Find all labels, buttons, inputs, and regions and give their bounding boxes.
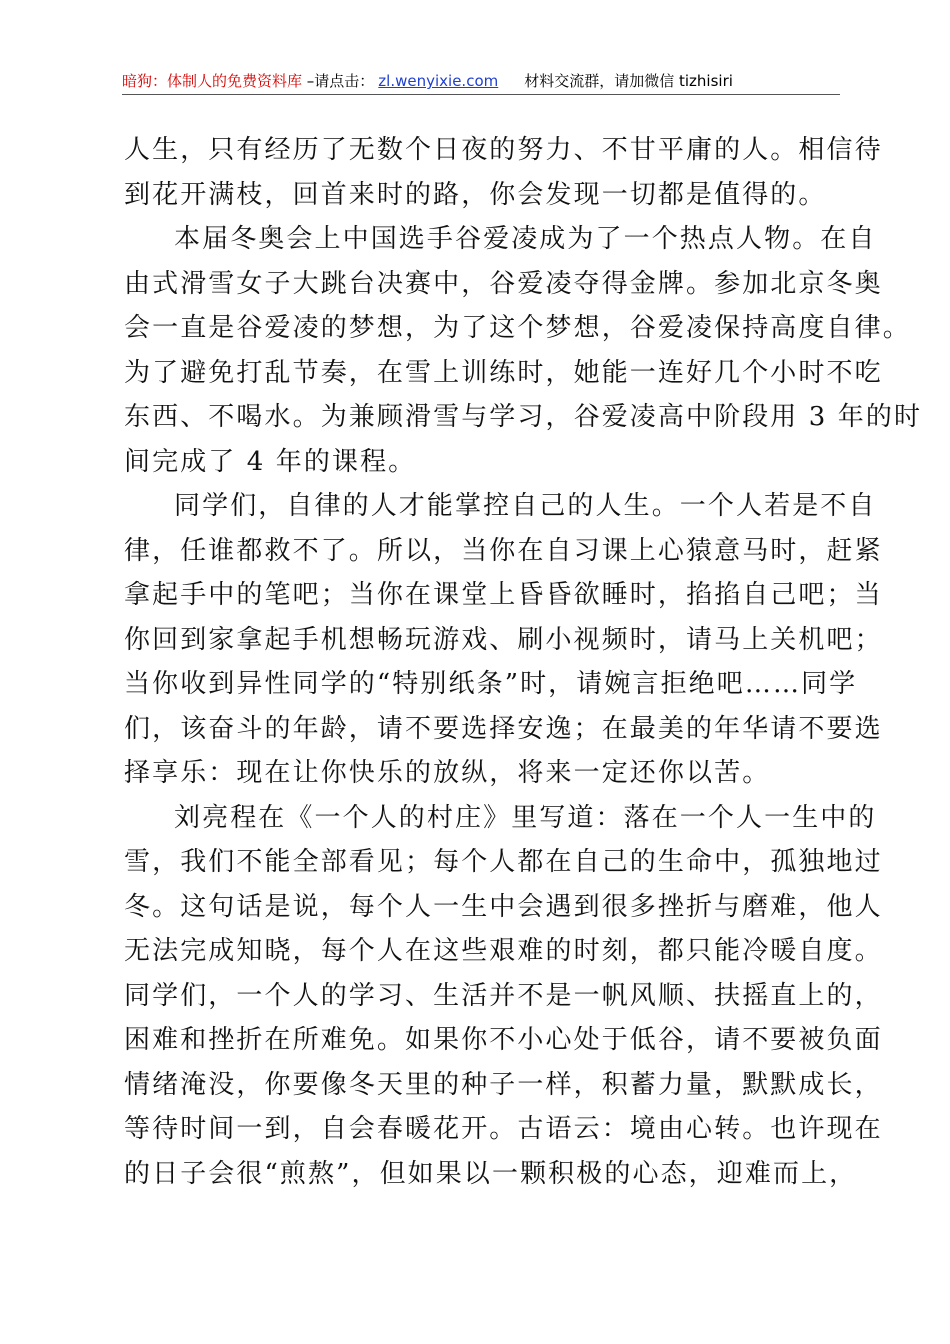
- body-line: 情绪淹没，你要像冬天里的种子一样，积蓄力量，默默成长，: [124, 1069, 883, 1100]
- header-prompt: –请点击：: [302, 72, 375, 90]
- body-text: [124, 128, 923, 1196]
- body-line: 择享乐：现在让你快乐的放纵，将来一定还你以苦。: [124, 758, 771, 788]
- body-line: 同学们，一个人的学习、生活并不是一帆风顺、扶摇直上的，: [124, 980, 883, 1011]
- body-line: 会一直是谷爱凌的梦想，为了这个梦想，谷爱凌保持高度自律。: [124, 313, 911, 343]
- header-link[interactable]: zl.wenyixie.com: [378, 72, 499, 90]
- header-contact: 材料交流群，请加微信 tizhisiri: [524, 72, 733, 90]
- page-header: [122, 68, 840, 94]
- body-line: 拿起手中的笔吧；当你在课堂上昏昏欲睡时，掐掐自己吧；当: [124, 580, 883, 610]
- body-line: 刘亮程在《一个人的村庄》里写道：落在一个人一生中的: [174, 802, 877, 833]
- body-line: 困难和挫折在所难免。如果你不小心处于低谷，请不要被负面: [124, 1025, 883, 1055]
- body-line: 的日子会很“煎熬”，但如果以一颗积极的心态，迎难而上，: [124, 1158, 858, 1189]
- body-line: 由式滑雪女子大跳台决赛中，谷爱凌夺得金牌。参加北京冬奥: [124, 268, 883, 299]
- body-line: 当你收到异性同学的“特别纸条”时，请婉言拒绝吧……同学: [124, 669, 858, 699]
- body-line: 冬。这句话是说，每个人一生中会遇到很多挫折与磨难，他人: [124, 891, 883, 922]
- body-line: 为了避免打乱节奏，在雪上训练时，她能一连好几个小时不吃: [124, 357, 883, 388]
- body-line: 间完成了 4 年的课程。: [124, 446, 417, 477]
- header-brand: 暗狗：体制人的免费资料库: [122, 72, 303, 90]
- body-line: 无法完成知晓，每个人在这些艰难的时刻，都只能冷暖自度。: [124, 936, 883, 966]
- header-divider: [122, 94, 840, 95]
- body-line: 你回到家拿起手机想畅玩游戏、刷小视频时，请马上关机吧；: [124, 624, 883, 655]
- body-line: 人生，只有经历了无数个日夜的努力、不甘平庸的人。相信待: [124, 135, 883, 165]
- body-line: 到花开满枝，回首来时的路，你会发现一切都是值得的。: [124, 179, 827, 210]
- body-line: 本届冬奥会上中国选手谷爱凌成为了一个热点人物。在自: [174, 224, 877, 254]
- body-line: 等待时间一到，自会春暖花开。古语云：境由心转。也许现在: [124, 1114, 883, 1144]
- body-line: 们，该奋斗的年龄，请不要选择安逸；在最美的年华请不要选: [124, 713, 883, 744]
- body-line: 同学们，自律的人才能掌控自己的人生。一个人若是不自: [174, 491, 877, 521]
- body-line: 律，任谁都救不了。所以，当你在自习课上心猿意马时，赶紧: [124, 535, 883, 566]
- body-line: 雪，我们不能全部看见；每个人都在自己的生命中，孤独地过: [124, 847, 883, 877]
- body-line: 东西、不喝水。为兼顾滑雪与学习，谷爱凌高中阶段用 3 年的时: [124, 402, 923, 432]
